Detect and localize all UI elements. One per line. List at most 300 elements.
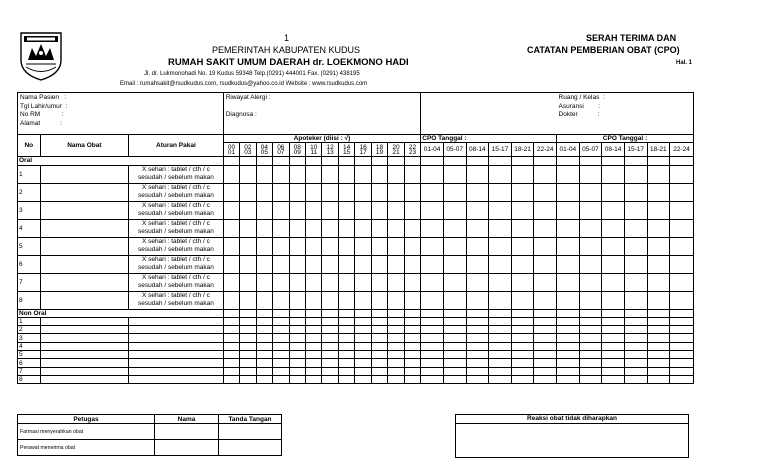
check-cell[interactable] — [511, 273, 534, 291]
check-cell[interactable] — [466, 165, 489, 183]
check-cell[interactable] — [579, 326, 602, 334]
check-cell[interactable] — [338, 219, 354, 237]
aturan-pakai-cell[interactable]: X sehari : tablet / cth / c sesudah / sebelum makan — [129, 237, 224, 255]
check-cell[interactable] — [355, 273, 371, 291]
check-cell[interactable] — [557, 351, 580, 359]
check-cell[interactable] — [355, 367, 371, 375]
check-cell[interactable] — [557, 255, 580, 273]
check-cell[interactable] — [322, 317, 338, 325]
check-cell[interactable] — [223, 375, 239, 383]
nama-obat-field[interactable] — [40, 326, 128, 334]
check-cell[interactable] — [489, 351, 512, 359]
check-cell[interactable] — [579, 291, 602, 309]
check-cell[interactable] — [647, 201, 670, 219]
check-cell[interactable] — [421, 334, 444, 342]
check-cell[interactable] — [305, 165, 321, 183]
check-cell[interactable] — [670, 255, 694, 273]
check-cell[interactable] — [289, 334, 305, 342]
check-cell[interactable] — [240, 359, 256, 367]
check-cell[interactable] — [624, 317, 647, 325]
check-cell[interactable] — [602, 351, 625, 359]
check-cell[interactable] — [421, 255, 444, 273]
check-cell[interactable] — [289, 273, 305, 291]
check-cell[interactable] — [273, 165, 289, 183]
check-cell[interactable] — [355, 219, 371, 237]
check-cell[interactable] — [670, 273, 694, 291]
nama-obat-field[interactable] — [40, 165, 128, 183]
check-cell[interactable] — [443, 367, 466, 375]
check-cell[interactable] — [557, 273, 580, 291]
check-cell[interactable] — [466, 367, 489, 375]
check-cell[interactable] — [371, 219, 387, 237]
check-cell[interactable] — [534, 165, 557, 183]
check-cell[interactable] — [489, 165, 512, 183]
check-cell[interactable] — [511, 237, 534, 255]
aturan-pakai-field[interactable] — [129, 317, 224, 325]
check-cell[interactable] — [305, 273, 321, 291]
check-cell[interactable] — [388, 165, 404, 183]
check-cell[interactable] — [557, 359, 580, 367]
check-cell[interactable] — [647, 273, 670, 291]
check-cell[interactable] — [443, 359, 466, 367]
check-cell[interactable] — [579, 334, 602, 342]
check-cell[interactable] — [289, 291, 305, 309]
check-cell[interactable] — [421, 351, 444, 359]
check-cell[interactable] — [404, 326, 421, 334]
check-cell[interactable] — [602, 273, 625, 291]
check-cell[interactable] — [443, 237, 466, 255]
check-cell[interactable] — [404, 237, 421, 255]
check-cell[interactable] — [557, 291, 580, 309]
check-cell[interactable] — [443, 201, 466, 219]
check-cell[interactable] — [670, 367, 694, 375]
check-cell[interactable] — [273, 237, 289, 255]
check-cell[interactable] — [404, 342, 421, 350]
check-cell[interactable] — [511, 367, 534, 375]
check-cell[interactable] — [511, 326, 534, 334]
check-cell[interactable] — [511, 165, 534, 183]
check-cell[interactable] — [223, 219, 239, 237]
check-cell[interactable] — [355, 317, 371, 325]
check-cell[interactable] — [223, 317, 239, 325]
check-cell[interactable] — [240, 237, 256, 255]
check-cell[interactable] — [534, 342, 557, 350]
nama-obat-field[interactable] — [40, 255, 128, 273]
check-cell[interactable] — [305, 375, 321, 383]
check-cell[interactable] — [404, 334, 421, 342]
check-cell[interactable] — [371, 351, 387, 359]
check-cell[interactable] — [579, 359, 602, 367]
check-cell[interactable] — [240, 273, 256, 291]
check-cell[interactable] — [624, 334, 647, 342]
check-cell[interactable] — [466, 201, 489, 219]
check-cell[interactable] — [557, 201, 580, 219]
check-cell[interactable] — [534, 219, 557, 237]
check-cell[interactable] — [404, 255, 421, 273]
check-cell[interactable] — [338, 237, 354, 255]
check-cell[interactable] — [338, 273, 354, 291]
check-cell[interactable] — [579, 183, 602, 201]
check-cell[interactable] — [388, 359, 404, 367]
check-cell[interactable] — [223, 237, 239, 255]
check-cell[interactable] — [557, 342, 580, 350]
check-cell[interactable] — [388, 273, 404, 291]
check-cell[interactable] — [322, 183, 338, 201]
check-cell[interactable] — [305, 219, 321, 237]
check-cell[interactable] — [489, 359, 512, 367]
check-cell[interactable] — [511, 255, 534, 273]
check-cell[interactable] — [256, 375, 272, 383]
check-cell[interactable] — [421, 273, 444, 291]
check-cell[interactable] — [305, 237, 321, 255]
check-cell[interactable] — [322, 351, 338, 359]
check-cell[interactable] — [579, 317, 602, 325]
nama-obat-field[interactable] — [40, 237, 128, 255]
check-cell[interactable] — [511, 317, 534, 325]
check-cell[interactable] — [322, 367, 338, 375]
check-cell[interactable] — [388, 326, 404, 334]
check-cell[interactable] — [557, 183, 580, 201]
check-cell[interactable] — [404, 201, 421, 219]
check-cell[interactable] — [602, 255, 625, 273]
check-cell[interactable] — [289, 317, 305, 325]
check-cell[interactable] — [256, 359, 272, 367]
aturan-pakai-cell[interactable]: X sehari : tablet / cth / c sesudah / sebelum makan — [129, 183, 224, 201]
check-cell[interactable] — [240, 183, 256, 201]
check-cell[interactable] — [305, 342, 321, 350]
check-cell[interactable] — [338, 351, 354, 359]
check-cell[interactable] — [579, 375, 602, 383]
check-cell[interactable] — [557, 219, 580, 237]
check-cell[interactable] — [240, 326, 256, 334]
check-cell[interactable] — [273, 255, 289, 273]
check-cell[interactable] — [602, 201, 625, 219]
check-cell[interactable] — [371, 165, 387, 183]
check-cell[interactable] — [371, 317, 387, 325]
check-cell[interactable] — [256, 219, 272, 237]
check-cell[interactable] — [240, 375, 256, 383]
aturan-pakai-cell[interactable]: X sehari : tablet / cth / c sesudah / sebelum makan — [129, 273, 224, 291]
check-cell[interactable] — [273, 342, 289, 350]
check-cell[interactable] — [511, 291, 534, 309]
check-cell[interactable] — [421, 317, 444, 325]
check-cell[interactable] — [355, 237, 371, 255]
check-cell[interactable] — [443, 291, 466, 309]
check-cell[interactable] — [466, 291, 489, 309]
check-cell[interactable] — [322, 375, 338, 383]
check-cell[interactable] — [489, 367, 512, 375]
check-cell[interactable] — [223, 183, 239, 201]
check-cell[interactable] — [624, 219, 647, 237]
check-cell[interactable] — [404, 317, 421, 325]
check-cell[interactable] — [388, 317, 404, 325]
check-cell[interactable] — [322, 201, 338, 219]
check-cell[interactable] — [511, 183, 534, 201]
check-cell[interactable] — [647, 367, 670, 375]
check-cell[interactable] — [670, 201, 694, 219]
check-cell[interactable] — [534, 317, 557, 325]
check-cell[interactable] — [670, 183, 694, 201]
aturan-pakai-field[interactable] — [129, 359, 224, 367]
check-cell[interactable] — [371, 367, 387, 375]
check-cell[interactable] — [602, 165, 625, 183]
check-cell[interactable] — [466, 273, 489, 291]
aturan-pakai-field[interactable] — [129, 334, 224, 342]
check-cell[interactable] — [240, 201, 256, 219]
check-cell[interactable] — [338, 334, 354, 342]
check-cell[interactable] — [443, 326, 466, 334]
check-cell[interactable] — [322, 165, 338, 183]
check-cell[interactable] — [371, 237, 387, 255]
aturan-pakai-field[interactable] — [129, 342, 224, 350]
check-cell[interactable] — [223, 359, 239, 367]
check-cell[interactable] — [404, 291, 421, 309]
aturan-pakai-field[interactable] — [129, 351, 224, 359]
check-cell[interactable] — [624, 367, 647, 375]
aturan-pakai-cell[interactable]: X sehari : tablet / cth / c sesudah / sebelum makan — [129, 255, 224, 273]
check-cell[interactable] — [338, 359, 354, 367]
nama-obat-field[interactable] — [40, 273, 128, 291]
farmasi-signature-field[interactable] — [219, 424, 282, 440]
check-cell[interactable] — [511, 201, 534, 219]
check-cell[interactable] — [273, 375, 289, 383]
check-cell[interactable] — [466, 351, 489, 359]
check-cell[interactable] — [670, 165, 694, 183]
check-cell[interactable] — [305, 351, 321, 359]
check-cell[interactable] — [670, 317, 694, 325]
check-cell[interactable] — [624, 255, 647, 273]
check-cell[interactable] — [489, 201, 512, 219]
aturan-pakai-field[interactable] — [129, 326, 224, 334]
check-cell[interactable] — [371, 326, 387, 334]
check-cell[interactable] — [624, 237, 647, 255]
check-cell[interactable] — [647, 359, 670, 367]
check-cell[interactable] — [388, 342, 404, 350]
check-cell[interactable] — [421, 375, 444, 383]
check-cell[interactable] — [305, 317, 321, 325]
check-cell[interactable] — [534, 334, 557, 342]
perawat-signature-field[interactable] — [219, 440, 282, 456]
check-cell[interactable] — [624, 201, 647, 219]
check-cell[interactable] — [670, 291, 694, 309]
nama-obat-field[interactable] — [40, 291, 128, 309]
aturan-pakai-cell[interactable]: X sehari : tablet / cth / c sesudah / sebelum makan — [129, 219, 224, 237]
check-cell[interactable] — [289, 165, 305, 183]
check-cell[interactable] — [240, 334, 256, 342]
check-cell[interactable] — [602, 317, 625, 325]
check-cell[interactable] — [388, 183, 404, 201]
check-cell[interactable] — [670, 219, 694, 237]
check-cell[interactable] — [223, 291, 239, 309]
check-cell[interactable] — [557, 334, 580, 342]
check-cell[interactable] — [466, 359, 489, 367]
check-cell[interactable] — [305, 255, 321, 273]
check-cell[interactable] — [388, 291, 404, 309]
check-cell[interactable] — [273, 201, 289, 219]
check-cell[interactable] — [223, 326, 239, 334]
check-cell[interactable] — [624, 165, 647, 183]
check-cell[interactable] — [466, 326, 489, 334]
check-cell[interactable] — [602, 359, 625, 367]
check-cell[interactable] — [371, 273, 387, 291]
check-cell[interactable] — [466, 219, 489, 237]
check-cell[interactable] — [647, 351, 670, 359]
check-cell[interactable] — [579, 255, 602, 273]
check-cell[interactable] — [624, 273, 647, 291]
nama-obat-field[interactable] — [40, 375, 128, 383]
check-cell[interactable] — [670, 359, 694, 367]
check-cell[interactable] — [624, 359, 647, 367]
check-cell[interactable] — [256, 255, 272, 273]
check-cell[interactable] — [421, 237, 444, 255]
check-cell[interactable] — [289, 255, 305, 273]
check-cell[interactable] — [404, 351, 421, 359]
check-cell[interactable] — [579, 351, 602, 359]
check-cell[interactable] — [421, 219, 444, 237]
check-cell[interactable] — [355, 165, 371, 183]
check-cell[interactable] — [289, 326, 305, 334]
check-cell[interactable] — [273, 291, 289, 309]
check-cell[interactable] — [223, 334, 239, 342]
check-cell[interactable] — [557, 317, 580, 325]
check-cell[interactable] — [534, 201, 557, 219]
check-cell[interactable] — [443, 317, 466, 325]
check-cell[interactable] — [602, 334, 625, 342]
check-cell[interactable] — [338, 367, 354, 375]
check-cell[interactable] — [223, 201, 239, 219]
nama-obat-field[interactable] — [40, 201, 128, 219]
check-cell[interactable] — [443, 219, 466, 237]
check-cell[interactable] — [624, 342, 647, 350]
check-cell[interactable] — [240, 219, 256, 237]
check-cell[interactable] — [421, 367, 444, 375]
check-cell[interactable] — [670, 375, 694, 383]
check-cell[interactable] — [388, 334, 404, 342]
check-cell[interactable] — [443, 273, 466, 291]
check-cell[interactable] — [647, 237, 670, 255]
check-cell[interactable] — [404, 375, 421, 383]
check-cell[interactable] — [489, 183, 512, 201]
check-cell[interactable] — [443, 342, 466, 350]
aturan-pakai-cell[interactable]: X sehari : tablet / cth / c sesudah / sebelum makan — [129, 201, 224, 219]
check-cell[interactable] — [355, 291, 371, 309]
check-cell[interactable] — [421, 165, 444, 183]
check-cell[interactable] — [511, 219, 534, 237]
check-cell[interactable] — [602, 219, 625, 237]
check-cell[interactable] — [489, 219, 512, 237]
check-cell[interactable] — [534, 183, 557, 201]
check-cell[interactable] — [624, 183, 647, 201]
check-cell[interactable] — [534, 359, 557, 367]
check-cell[interactable] — [355, 326, 371, 334]
check-cell[interactable] — [240, 291, 256, 309]
check-cell[interactable] — [355, 255, 371, 273]
check-cell[interactable] — [443, 351, 466, 359]
check-cell[interactable] — [256, 165, 272, 183]
check-cell[interactable] — [443, 334, 466, 342]
aturan-pakai-field[interactable] — [129, 375, 224, 383]
check-cell[interactable] — [557, 367, 580, 375]
check-cell[interactable] — [371, 291, 387, 309]
check-cell[interactable] — [256, 273, 272, 291]
check-cell[interactable] — [489, 317, 512, 325]
check-cell[interactable] — [256, 201, 272, 219]
check-cell[interactable] — [388, 351, 404, 359]
check-cell[interactable] — [305, 334, 321, 342]
check-cell[interactable] — [322, 291, 338, 309]
check-cell[interactable] — [256, 351, 272, 359]
check-cell[interactable] — [466, 317, 489, 325]
check-cell[interactable] — [371, 183, 387, 201]
check-cell[interactable] — [624, 326, 647, 334]
check-cell[interactable] — [223, 367, 239, 375]
check-cell[interactable] — [579, 342, 602, 350]
check-cell[interactable] — [371, 359, 387, 367]
check-cell[interactable] — [338, 165, 354, 183]
check-cell[interactable] — [466, 334, 489, 342]
check-cell[interactable] — [355, 342, 371, 350]
nama-obat-field[interactable] — [40, 219, 128, 237]
check-cell[interactable] — [256, 291, 272, 309]
check-cell[interactable] — [489, 342, 512, 350]
check-cell[interactable] — [602, 367, 625, 375]
check-cell[interactable] — [579, 219, 602, 237]
check-cell[interactable] — [338, 291, 354, 309]
check-cell[interactable] — [511, 342, 534, 350]
check-cell[interactable] — [388, 375, 404, 383]
check-cell[interactable] — [338, 183, 354, 201]
check-cell[interactable] — [322, 342, 338, 350]
check-cell[interactable] — [338, 375, 354, 383]
perawat-nama-field[interactable] — [155, 440, 219, 456]
check-cell[interactable] — [322, 219, 338, 237]
check-cell[interactable] — [466, 342, 489, 350]
nama-obat-field[interactable] — [40, 342, 128, 350]
check-cell[interactable] — [579, 165, 602, 183]
check-cell[interactable] — [338, 255, 354, 273]
check-cell[interactable] — [489, 291, 512, 309]
check-cell[interactable] — [388, 237, 404, 255]
check-cell[interactable] — [322, 273, 338, 291]
check-cell[interactable] — [579, 237, 602, 255]
check-cell[interactable] — [404, 219, 421, 237]
check-cell[interactable] — [489, 237, 512, 255]
check-cell[interactable] — [273, 183, 289, 201]
check-cell[interactable] — [256, 326, 272, 334]
nama-obat-field[interactable] — [40, 359, 128, 367]
check-cell[interactable] — [443, 375, 466, 383]
check-cell[interactable] — [511, 359, 534, 367]
check-cell[interactable] — [388, 219, 404, 237]
check-cell[interactable] — [602, 375, 625, 383]
check-cell[interactable] — [289, 351, 305, 359]
check-cell[interactable] — [273, 317, 289, 325]
check-cell[interactable] — [404, 367, 421, 375]
check-cell[interactable] — [256, 367, 272, 375]
check-cell[interactable] — [443, 183, 466, 201]
check-cell[interactable] — [511, 334, 534, 342]
check-cell[interactable] — [670, 334, 694, 342]
check-cell[interactable] — [421, 359, 444, 367]
check-cell[interactable] — [647, 291, 670, 309]
check-cell[interactable] — [511, 351, 534, 359]
check-cell[interactable] — [404, 359, 421, 367]
check-cell[interactable] — [305, 367, 321, 375]
check-cell[interactable] — [322, 237, 338, 255]
check-cell[interactable] — [273, 334, 289, 342]
check-cell[interactable] — [355, 201, 371, 219]
check-cell[interactable] — [624, 375, 647, 383]
